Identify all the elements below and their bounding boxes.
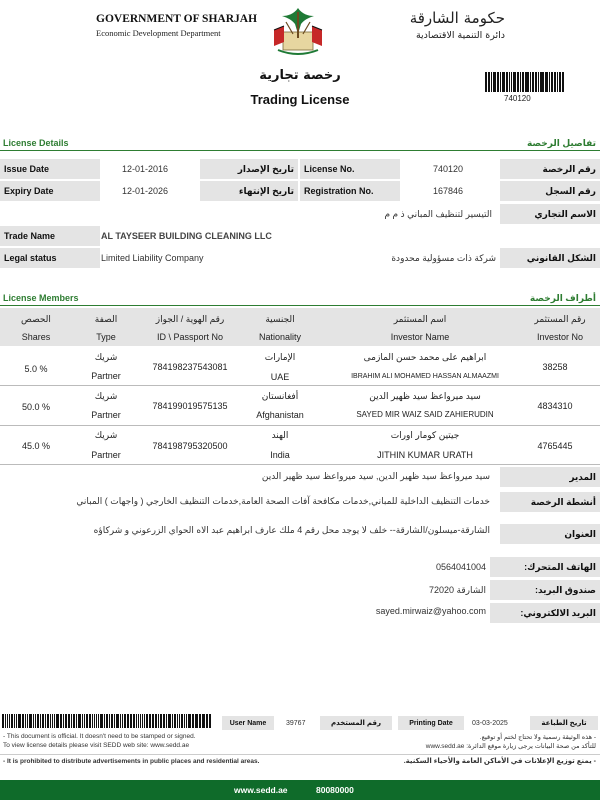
member-name: IBRAHIM ALI MOHAMED HASSAN ALMAAZMI: [351, 373, 499, 380]
member-type-ar: شريك: [94, 430, 118, 440]
barcode-bar: [89, 714, 91, 728]
issue-date-value: 12-01-2016: [122, 164, 169, 174]
barcode-bar: [111, 714, 114, 728]
license-no-label-ar: رقم الرخصة: [500, 159, 600, 179]
barcode-bar: [146, 714, 148, 728]
barcode-bar: [491, 72, 492, 92]
barcode-bar: [160, 714, 162, 728]
footer-bar: [0, 780, 600, 800]
legal-status-label: Legal status: [0, 248, 100, 268]
barcode-bar: [526, 72, 529, 92]
barcode-bar: [184, 714, 185, 728]
member-investor-no: 4834310: [537, 401, 573, 411]
col-header-type: Type: [96, 332, 116, 342]
barcode-bar: [124, 714, 126, 728]
barcode-bar: [42, 714, 45, 728]
col-header-investor-no: Investor No: [536, 332, 584, 342]
barcode-bar: [35, 714, 36, 728]
member-nationality-ar: أفغانستان: [261, 391, 299, 401]
barcode-bar: [94, 714, 96, 728]
barcode-bar: [68, 714, 71, 728]
footer-note-website-ar: للتأكد من صحة البيانات يرجى زيارة موقع الدائرة: www.sedd.ae: [425, 743, 596, 750]
barcode-bar: [206, 714, 209, 728]
barcode-bar: [65, 714, 67, 728]
barcode-bar: [538, 72, 539, 92]
col-header-investor-no-ar: رقم المستثمر: [534, 314, 586, 324]
barcode-bar: [166, 714, 168, 728]
barcode-bar: [106, 714, 108, 728]
barcode-bar: [174, 714, 176, 728]
barcode-bar: [37, 714, 39, 728]
barcode-bar: [33, 714, 35, 728]
barcode-bar: [163, 714, 165, 728]
member-type-ar: شريك: [94, 352, 118, 362]
barcode-bar: [502, 72, 505, 92]
barcode-bar: [116, 714, 119, 728]
license-details-title-ar: تفاصيل الرخصة: [526, 138, 596, 148]
barcode-bar: [179, 714, 180, 728]
col-header-nationality-ar: الجنسية: [265, 314, 295, 324]
doc-title-en: Trading License: [250, 92, 350, 107]
barcode-bar: [98, 714, 99, 728]
barcode-bar: [96, 714, 97, 728]
barcode-bar: [133, 714, 135, 728]
barcode-bar: [202, 714, 205, 728]
barcode-bar: [493, 72, 494, 92]
barcode-bar: [45, 714, 46, 728]
barcode-bar: [76, 714, 78, 728]
barcode-bar: [22, 714, 24, 728]
barcode-bar: [549, 72, 550, 92]
member-name: SAYED MIR WAIZ SAID ZAHIERUDIN: [356, 410, 494, 419]
barcode-bar: [120, 714, 122, 728]
pobox-value: الشارقة 72020: [428, 584, 486, 595]
footer-warning: - It is prohibited to distribute advertisements in public places and residential areas.: [3, 758, 260, 765]
member-type-ar: شريك: [94, 391, 118, 401]
manager-value: سيد ميرواعظ سيد ظهير الدين, سيد ميرواعظ سيد ظهير الدين: [261, 470, 490, 481]
user-name-label: User Name: [222, 716, 274, 730]
barcode-bar: [54, 714, 55, 728]
barcode-bar: [27, 714, 28, 728]
barcode-bar: [71, 714, 72, 728]
barcode-bar: [517, 72, 519, 92]
footer-barcode: [2, 714, 212, 728]
barcode-bar: [11, 714, 13, 728]
printing-date-label: Printing Date: [398, 716, 464, 730]
barcode-bar: [63, 714, 64, 728]
col-header-id: ID \ Passport No: [156, 332, 224, 342]
barcode-bar: [114, 714, 115, 728]
barcode-bar: [92, 714, 93, 728]
license-details-title: License Details: [3, 138, 69, 148]
col-header-nationality: Nationality: [258, 332, 302, 342]
registration-no-label: Registration No.: [300, 181, 400, 201]
footer-note-official-ar: - هذه الوثيقة رسمية ولا تحتاج لختم أو توقيع.: [479, 734, 596, 741]
member-share: 45.0 %: [21, 441, 51, 451]
barcode-bar: [25, 714, 27, 728]
member-share: 5.0 %: [24, 364, 48, 374]
member-name-ar: ابراهيم على محمد حسن المازمى: [363, 352, 487, 362]
member-name: JITHIN KUMAR URATH: [377, 450, 473, 460]
barcode-bar: [540, 72, 541, 92]
barcode-bar: [144, 714, 145, 728]
barcode-bar: [14, 714, 16, 728]
mobile-label: الهاتف المتحرك:: [490, 557, 600, 577]
barcode-bar: [509, 72, 511, 92]
barcode-bar: [152, 714, 154, 728]
barcode-bar: [50, 714, 52, 728]
expiry-date-label: Expiry Date: [0, 181, 100, 201]
barcode-bar: [209, 714, 211, 728]
member-nationality: India: [270, 450, 290, 460]
trade-name-value: AL TAYSEER BUILDING CLEANING LLC: [101, 231, 272, 241]
barcode-bar: [7, 714, 8, 728]
col-header-investor-name-ar: اسم المستثمر: [393, 314, 447, 324]
expiry-date-value: 12-01-2026: [122, 186, 169, 196]
sharjah-emblem-icon: [268, 4, 328, 56]
barcode-bar: [513, 72, 516, 92]
email-label: البريد الالكتروني:: [490, 603, 600, 623]
address-label: العنوان: [500, 524, 600, 544]
barcode-bar: [511, 72, 512, 92]
barcode-bar: [104, 714, 106, 728]
barcode-number: 740120: [504, 94, 531, 103]
barcode-bar: [16, 714, 17, 728]
printing-date-value: 03-03-2025: [472, 719, 508, 727]
barcode-bar: [545, 72, 548, 92]
barcode-bar: [494, 72, 496, 92]
barcode-bar: [485, 72, 487, 92]
barcode-bar: [138, 714, 139, 728]
col-header-type-ar: الصفة: [94, 314, 118, 324]
barcode-bar: [155, 714, 158, 728]
barcode-bar: [127, 714, 129, 728]
barcode-bar: [100, 714, 103, 728]
barcode-bar: [109, 714, 110, 728]
barcode-bar: [168, 714, 171, 728]
barcode-bar: [40, 714, 41, 728]
registration-no-label-ar: رقم السجل: [500, 181, 600, 201]
barcode-bar: [520, 72, 521, 92]
barcode-bar: [9, 714, 10, 728]
footer-website[interactable]: www.sedd.ae: [234, 785, 288, 795]
barcode-bar: [195, 714, 198, 728]
barcode-bar: [497, 72, 499, 92]
footer-note-website: To view license details please visit SEDD web site: www.sedd.ae: [3, 742, 190, 749]
barcode-bar: [562, 72, 564, 92]
barcode-bar: [18, 714, 21, 728]
barcode-bar: [84, 714, 85, 728]
barcode-bar: [500, 72, 501, 92]
header: [0, 0, 600, 125]
barcode-bar: [525, 72, 526, 92]
footer-note-official: - This document is official. It doesn't need to be stamped or signed.: [3, 733, 196, 740]
license-members-title: License Members: [3, 293, 79, 303]
barcode-bar: [5, 714, 7, 728]
activities-value: خدمات التنظيف الداخلية للمباني,خدمات مكافحة آفات الصحة العامة,خدمات التنظيف الخارجي ( واجهات ) المباني: [76, 495, 490, 506]
barcode-bar: [559, 72, 561, 92]
manager-label: المدير: [500, 467, 600, 487]
barcode-bar: [130, 714, 133, 728]
member-share: 50.0 %: [21, 402, 51, 412]
barcode-bar: [554, 72, 557, 92]
barcode-bar: [181, 714, 184, 728]
barcode-bar: [29, 714, 32, 728]
barcode-bar: [532, 72, 534, 92]
col-header-investor-name: Investor Name: [390, 332, 450, 342]
barcode-bar: [73, 714, 75, 728]
user-name-label-ar: رقم المستخدم: [320, 716, 392, 730]
trade-name-ar-value: التيسير لتنظيف المباني ذ م م: [384, 208, 492, 219]
user-name-value: 39767: [286, 719, 306, 727]
license-no-value: 740120: [433, 164, 464, 174]
barcode-bar: [78, 714, 81, 728]
legal-status-label-ar: الشكل القانوني: [500, 248, 600, 268]
printing-date-label-ar: تاريخ الطباعة: [530, 716, 598, 730]
barcode-bar: [60, 714, 63, 728]
footer-phone[interactable]: 80080000: [316, 785, 354, 795]
col-header-shares-ar: الحصص: [21, 314, 51, 324]
barcode-bar: [530, 72, 531, 92]
barcode-bar: [522, 72, 524, 92]
trade-name-label: Trade Name: [0, 226, 100, 246]
barcode-bar: [82, 714, 83, 728]
member-type: Partner: [91, 410, 121, 420]
email-value: sayed.mirwaiz@yahoo.com: [375, 606, 486, 616]
gov-name-en: GOVERNMENT OF SHARJAH: [96, 13, 258, 25]
footer-warning-ar: - يمنع توزيع الإعلانات في الأماكن العامة والأحياء السكنية.: [403, 758, 596, 765]
member-type: Partner: [91, 450, 121, 460]
barcode-bar: [56, 714, 59, 728]
barcode-bar: [140, 714, 142, 728]
barcode-bar: [506, 72, 508, 92]
barcode-bar: [557, 72, 558, 92]
address-value: الشارقة-ميسلون/الشارقة-- خلف لا يوجد محل رقم 4 ملك عارف ابراهيم عبد الاه الحواي الزرعوني و شركاؤه: [93, 524, 490, 535]
member-name-ar: جيتين كومار اورات: [390, 430, 460, 440]
col-header-shares: Shares: [21, 332, 51, 342]
dept-name-en: Economic Development Department: [96, 28, 221, 38]
mobile-value: 0564041004: [435, 562, 486, 572]
registration-no-value: 167846: [433, 186, 464, 196]
member-id: 784198237543081: [152, 362, 228, 372]
legal-status-value: Limited Liability Company: [101, 253, 204, 263]
license-barcode: [485, 72, 565, 92]
barcode-bar: [52, 714, 53, 728]
member-nationality: UAE: [270, 372, 290, 382]
member-investor-no: 4765445: [537, 441, 573, 451]
expiry-date-label-ar: تاريخ الإنتهاء: [200, 181, 298, 201]
member-nationality-ar: الهند: [271, 430, 289, 440]
barcode-bar: [199, 714, 202, 728]
barcode-bar: [192, 714, 195, 728]
barcode-bar: [149, 714, 152, 728]
member-id: 784199019575135: [152, 401, 228, 411]
member-name-ar: سيد ميرواعظ سيد ظهير الدين: [369, 391, 481, 401]
pobox-label: صندوق البريد:: [490, 580, 600, 600]
member-id: 784198795320500: [152, 441, 228, 451]
barcode-bar: [186, 714, 187, 728]
barcode-bar: [551, 72, 553, 92]
barcode-bar: [172, 714, 174, 728]
barcode-bar: [535, 72, 537, 92]
barcode-bar: [188, 714, 191, 728]
member-nationality: Afghanistan: [256, 410, 304, 420]
doc-title-ar: رخصة تجارية: [259, 68, 341, 83]
issue-date-label-ar: تاريخ الإصدار: [200, 159, 298, 179]
barcode-bar: [142, 714, 143, 728]
member-nationality-ar: الإمارات: [264, 352, 296, 362]
barcode-bar: [2, 714, 4, 728]
barcode-bar: [158, 714, 159, 728]
members-table: [0, 308, 600, 468]
member-type: Partner: [91, 371, 121, 381]
col-header-id-ar: رقم الهوية / الجواز: [155, 314, 225, 324]
issue-date-label: Issue Date: [0, 159, 100, 179]
license-no-label: License No.: [300, 159, 400, 179]
barcode-bar: [177, 714, 178, 728]
barcode-bar: [122, 714, 123, 728]
license-members-title-ar: أطراف الرخصة: [529, 293, 596, 303]
member-investor-no: 38258: [542, 362, 568, 372]
barcode-bar: [136, 714, 137, 728]
legal-status-value-ar: شركة ذات مسؤولية محدودة: [391, 252, 496, 263]
barcode-bar: [47, 714, 49, 728]
barcode-bar: [86, 714, 89, 728]
activities-label: أنشطة الرخصة: [500, 492, 600, 512]
dept-name-ar: دائرة التنمية الاقتصادية: [415, 30, 505, 41]
gov-name-ar: حكومة الشارقة: [409, 9, 505, 27]
trade-name-ar-label: الاسم التجاري: [500, 204, 600, 224]
barcode-bar: [541, 72, 544, 92]
barcode-bar: [488, 72, 490, 92]
